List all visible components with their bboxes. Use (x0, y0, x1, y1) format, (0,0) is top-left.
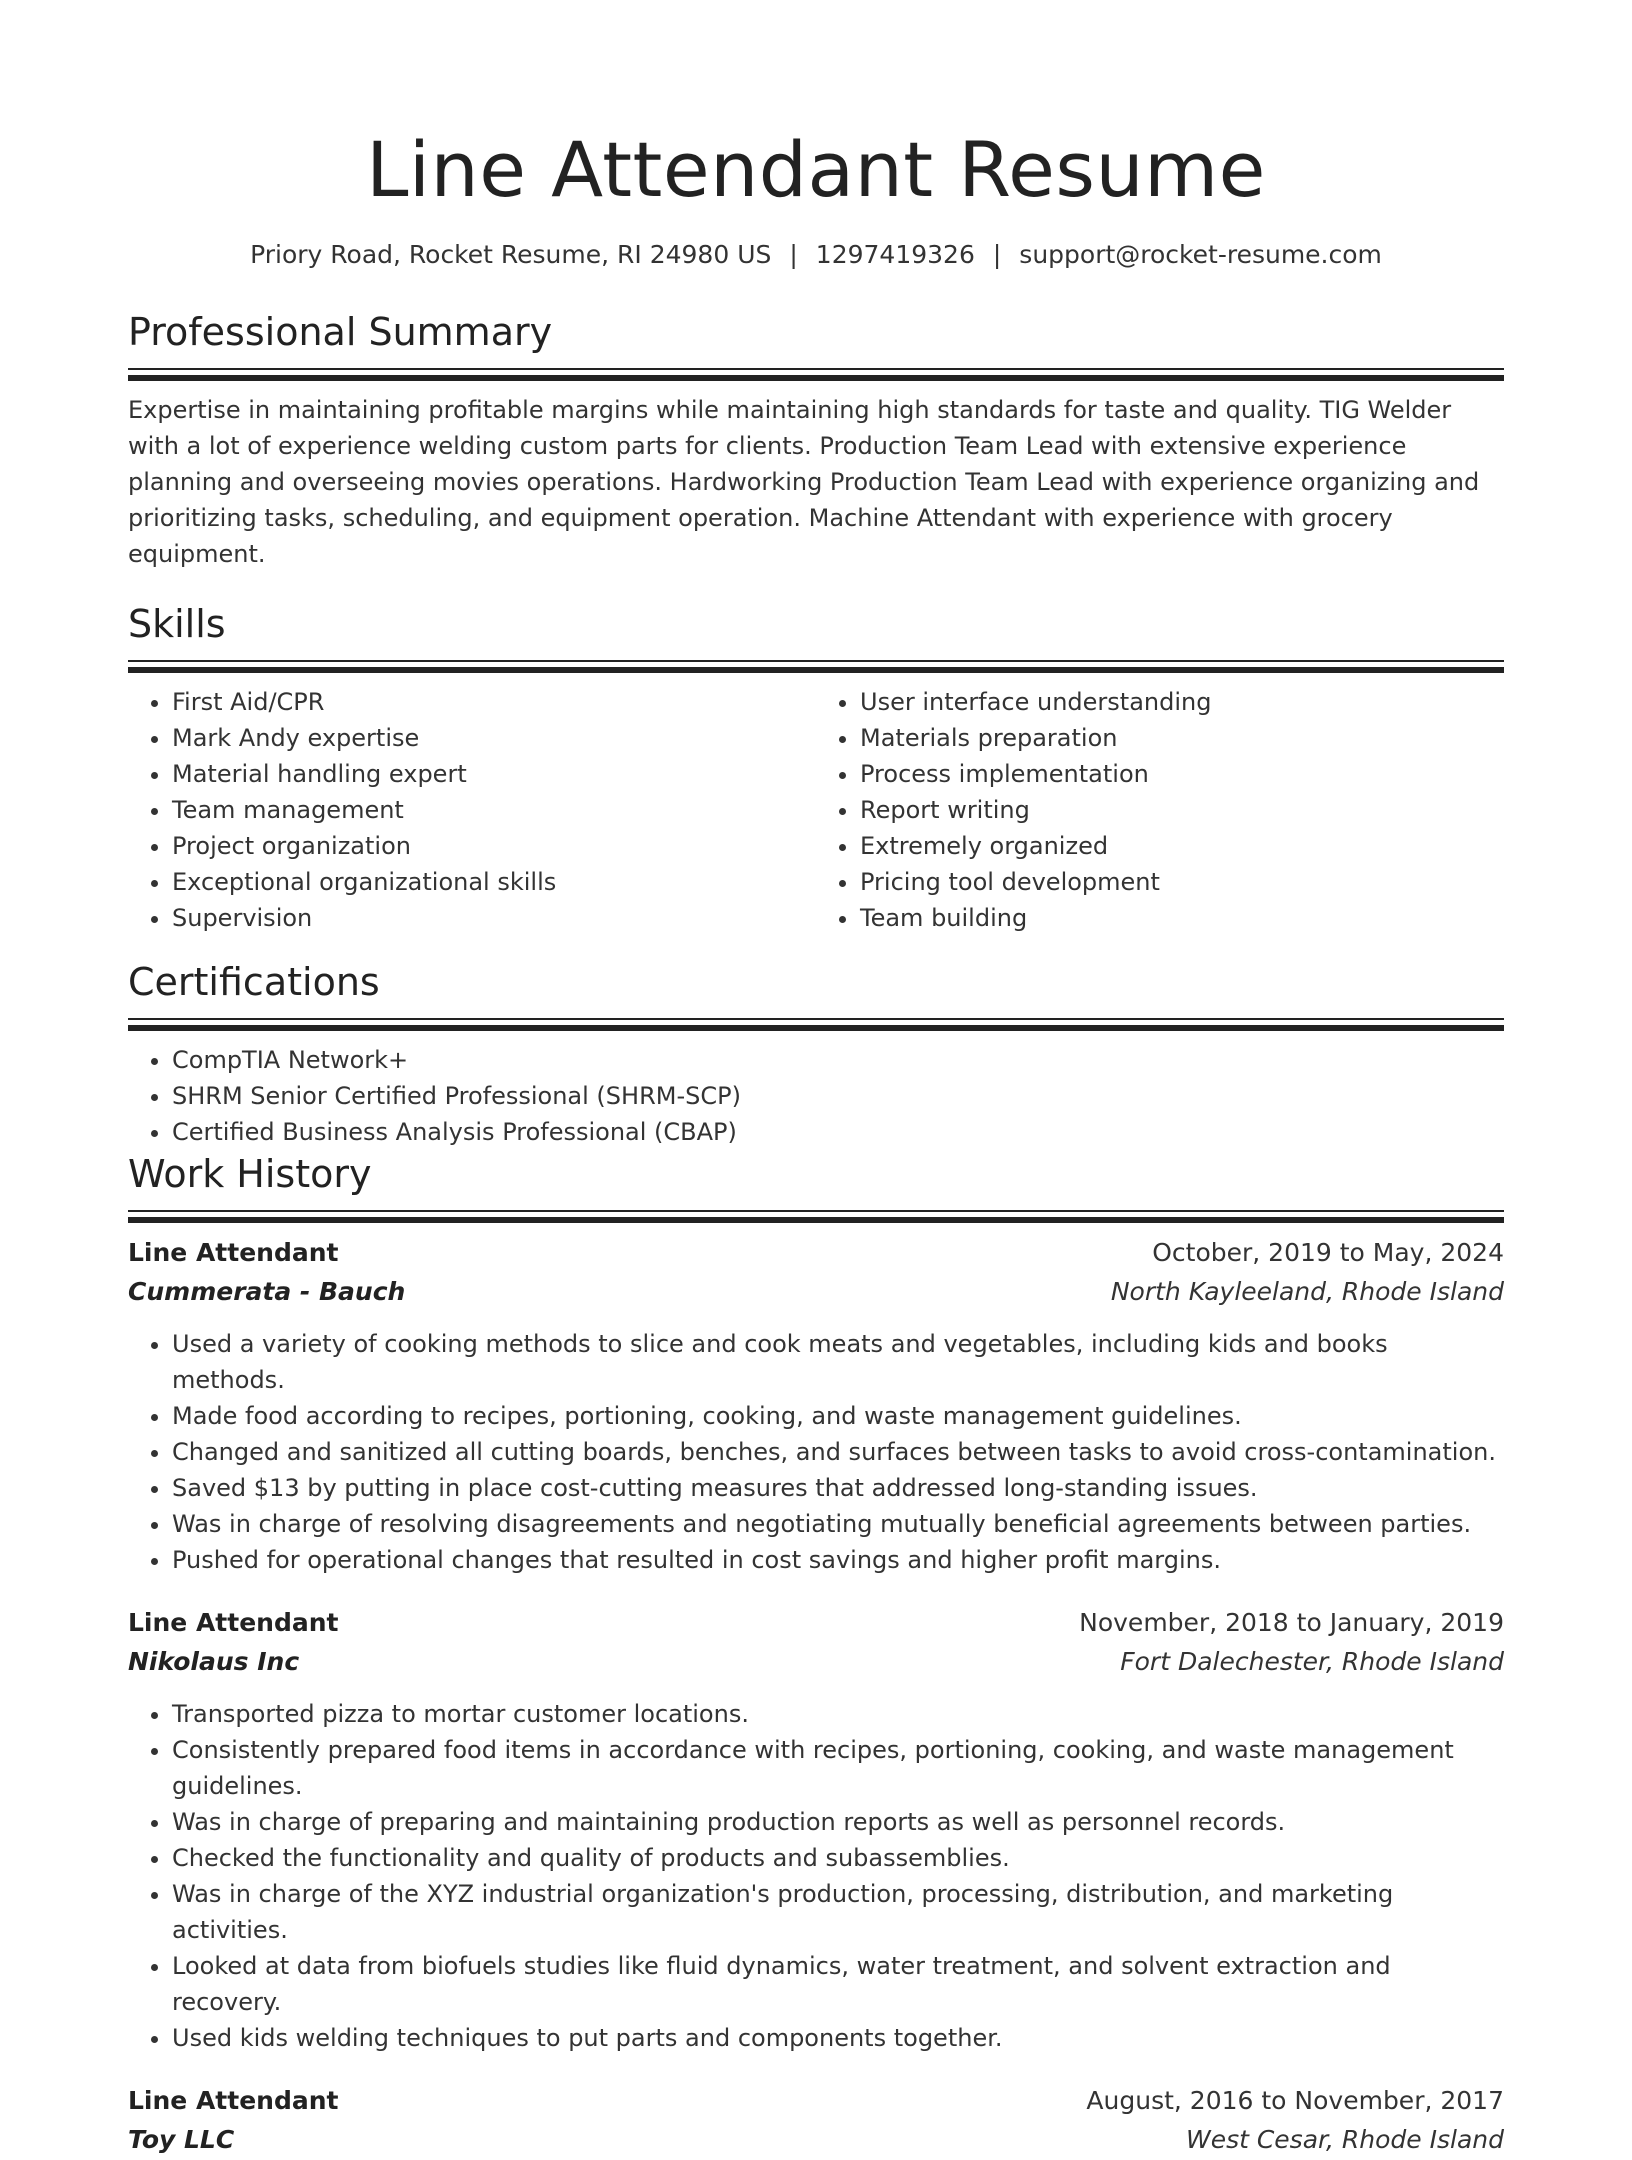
job-title: Line Attendant (128, 2086, 339, 2115)
job-bullet: • Looked at data from biofuels studies like fluid dynamics, water treatment, and solvent extraction and recovery. (172, 1948, 1504, 2020)
job-dates: October, 2019 to May, 2024 (1152, 1238, 1504, 1267)
skill-item: • User interface understanding (860, 684, 1504, 720)
job-title: Line Attendant (128, 1608, 339, 1637)
skill-item: • Pricing tool development (860, 864, 1504, 900)
job-bullets (128, 1696, 1504, 2056)
job-title: Line Attendant (128, 1238, 339, 1267)
job-company-row (128, 2120, 1504, 2160)
resume-title: Line Attendant Resume (366, 125, 1266, 214)
job-entry (128, 1604, 1504, 2056)
job-bullet: • Transported pizza to mortar customer locations. (172, 1696, 1504, 1732)
job-company-row (128, 1272, 1504, 1312)
job-header-row (128, 1604, 1504, 1642)
summary-section (128, 308, 1504, 572)
job-bullets (128, 1326, 1504, 1578)
job-bullet: • Saved $13 by putting in place cost-cutting measures that addressed long-standing issues. (172, 1470, 1504, 1506)
skills-section (128, 600, 1504, 936)
certifications-heading: Certifications (128, 960, 380, 1004)
job-header-row (128, 1234, 1504, 1272)
job-entry (128, 1234, 1504, 1578)
job-bullet: • Was in charge of resolving disagreements and negotiating mutually beneficial agreements between parties. (172, 1506, 1504, 1542)
skill-item: • Project organization (172, 828, 816, 864)
work-history-heading: Work History (128, 1152, 372, 1196)
job-header-row (128, 2082, 1504, 2120)
job-bullet: • Checked the functionality and quality of products and subassemblies. (172, 1840, 1504, 1876)
job-bullet: • Was in charge of preparing and maintaining production reports as well as personnel records. (172, 1804, 1504, 1840)
job-company-row (128, 1642, 1504, 1682)
section-divider (128, 1210, 1504, 1212)
skill-item: • Team management (172, 792, 816, 828)
section-divider (128, 660, 1504, 662)
certifications-section (128, 958, 1504, 1150)
certification-item: • SHRM Senior Certified Professional (SHRM-SCP) (172, 1078, 1504, 1114)
skill-item: • Mark Andy expertise (172, 720, 816, 756)
job-bullet: • Made food according to recipes, portioning, cooking, and waste management guidelines. (172, 1398, 1504, 1434)
job-bullet: • Was in charge of the XYZ industrial organization's production, processing, distribution, and marketing activities. (172, 1876, 1504, 1948)
skill-item: • Process implementation (860, 756, 1504, 792)
job-bullet: • Consistently prepared food items in accordance with recipes, portioning, cooking, and waste management guidelines. (172, 1732, 1504, 1804)
certification-item: • Certified Business Analysis Professional (CBAP) (172, 1114, 1504, 1150)
skill-item: • Supervision (172, 900, 816, 936)
certification-item: • CompTIA Network+ (172, 1042, 1504, 1078)
job-company: Toy LLC (128, 2125, 235, 2154)
section-divider (128, 368, 1504, 370)
contact-email: support@rocket-resume.com (1019, 240, 1382, 269)
job-bullet: • Pushed for operational changes that resulted in cost savings and higher profit margins. (172, 1542, 1504, 1578)
section-divider (128, 1018, 1504, 1020)
job-location: West Cesar, Rhode Island (1185, 2125, 1504, 2154)
skill-item: • Extremely organized (860, 828, 1504, 864)
skill-item: • Team building (860, 900, 1504, 936)
job-company: Nikolaus Inc (128, 1647, 300, 1676)
skill-item: • Materials preparation (860, 720, 1504, 756)
contact-phone: 1297419326 (815, 240, 975, 269)
job-company: Cummerata - Bauch (128, 1277, 406, 1306)
job-bullet: • Used a variety of cooking methods to slice and cook meats and vegetables, including kids and books methods. (172, 1326, 1504, 1398)
job-bullet: • Changed and sanitized all cutting boards, benches, and surfaces between tasks to avoid cross-contamination. (172, 1434, 1504, 1470)
job-entry (128, 2082, 1504, 2160)
summary-heading: Professional Summary (128, 310, 553, 354)
work-history-section (128, 1150, 1504, 2160)
job-dates: August, 2016 to November, 2017 (1086, 2086, 1504, 2115)
job-location: Fort Dalechester, Rhode Island (1120, 1647, 1504, 1676)
skill-item: • Exceptional organizational skills (172, 864, 816, 900)
job-location: North Kayleeland, Rhode Island (1110, 1277, 1504, 1306)
skill-item: • Material handling expert (172, 756, 816, 792)
job-bullet: • Used kids welding techniques to put parts and components together. (172, 2020, 1504, 2056)
summary-text: Expertise in maintaining profitable margins while maintaining high standards for taste and quality. TIG Welder with a lot of experience welding custom parts for clients. Production Team Lead with extensive experience planning and overseeing movies operations. Hardworking Production Team Lead with experience organizing and prioritizing tasks, scheduling, and equipment operation. Machine Attendant with experience with grocery equipment. (128, 396, 1480, 568)
skill-item: • First Aid/CPR (172, 684, 816, 720)
skills-columns (128, 684, 1504, 936)
contact-line (128, 238, 1504, 272)
contact-separator: | (992, 240, 1002, 269)
job-dates: November, 2018 to January, 2019 (1079, 1608, 1504, 1637)
contact-separator: | (789, 240, 798, 269)
skills-heading: Skills (128, 602, 226, 646)
skills-right-list (816, 684, 1504, 936)
contact-address: Priory Road, Rocket Resume, RI 24980 US (250, 240, 772, 269)
certifications-list (128, 1042, 1504, 1150)
skill-item: • Report writing (860, 792, 1504, 828)
skills-left-list (128, 684, 816, 936)
